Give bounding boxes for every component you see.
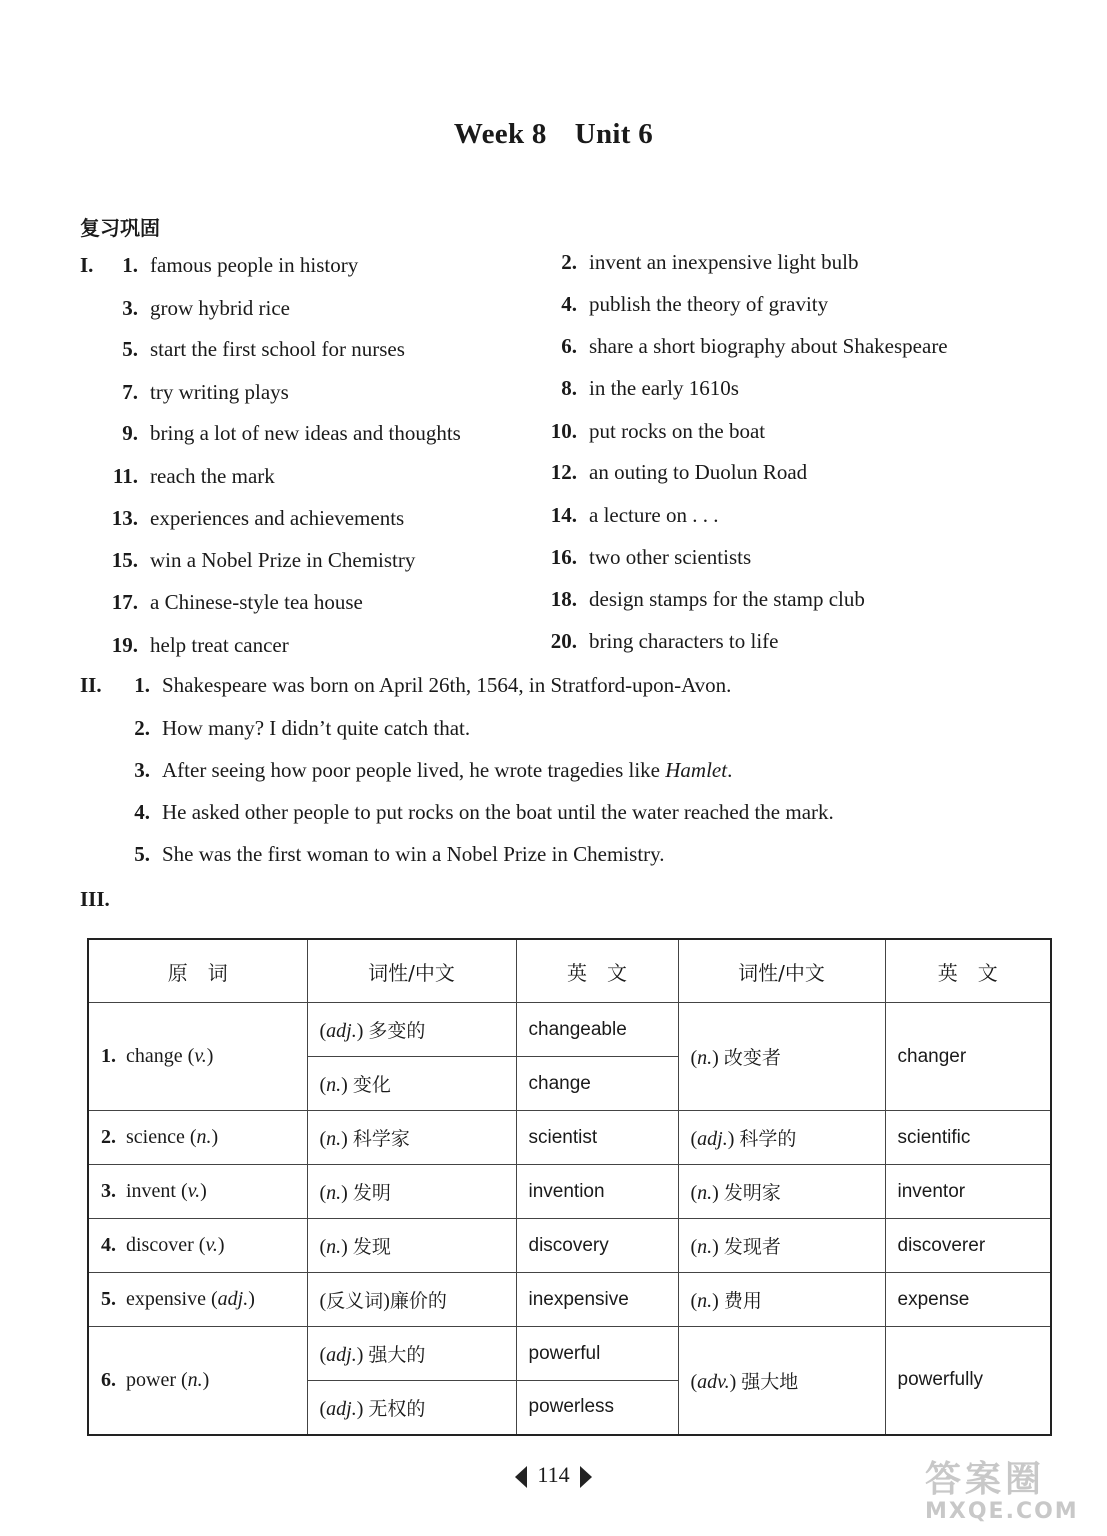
english-cell: invention: [516, 1165, 678, 1219]
pos-cn-cell: (n.) 费用: [678, 1273, 885, 1327]
english-cell: discoverer: [885, 1219, 1051, 1273]
list-item: 20. bring characters to life: [550, 629, 779, 653]
english-cell: powerful: [516, 1327, 678, 1381]
table-row: [88, 1003, 1051, 1057]
sentence-item: 5. She was the first woman to win a Nobel Prize in Chemistry.: [134, 842, 665, 866]
english-cell: expense: [885, 1273, 1051, 1327]
watermark-en: MXQE.COM: [925, 1499, 1079, 1524]
header-english-2: 英 文: [885, 939, 1051, 1003]
sentence-item: 4. He asked other people to put rocks on the boat until the water reached the mark.: [134, 800, 834, 824]
original-word-cell: 4. discover (v.): [88, 1219, 307, 1273]
english-cell: changer: [885, 1003, 1051, 1111]
pos-cn-cell: (adj.) 无权的: [307, 1381, 516, 1435]
pos-cn-cell: (n.) 发明: [307, 1165, 516, 1219]
pos-cn-cell: (n.) 变化: [307, 1057, 516, 1111]
page-number-text: 114: [537, 1462, 570, 1487]
pos-cn-cell: (n.) 发现: [307, 1219, 516, 1273]
pos-cn-cell: (adv.) 强大地: [678, 1327, 885, 1435]
original-word-cell: 3. invent (v.): [88, 1165, 307, 1219]
list-item: 15. win a Nobel Prize in Chemistry: [111, 548, 416, 572]
pos-cn-cell: (n.) 发现者: [678, 1219, 885, 1273]
sentence-item: 2. How many? I didn’t quite catch that.: [134, 716, 471, 740]
unit-label: Unit 6: [574, 118, 654, 150]
list-item: 17. a Chinese-style tea house: [111, 590, 363, 614]
english-cell: scientific: [885, 1111, 1051, 1165]
original-word-cell: 5. expensive (adj.): [88, 1273, 307, 1327]
list-item: 10. put rocks on the boat: [550, 419, 766, 443]
table-row: [88, 1219, 1051, 1273]
english-cell: powerfully: [885, 1327, 1051, 1435]
header-english: 英 文: [516, 939, 678, 1003]
list-item: 3. grow hybrid rice: [122, 296, 290, 320]
sentence-item: 1. Shakespeare was born on April 26th, 1564, in Stratford-upon-Avon.: [134, 673, 732, 697]
table-row: [88, 1273, 1051, 1327]
english-cell: inventor: [885, 1165, 1051, 1219]
part3-label: III.: [80, 887, 110, 911]
triangle-right-icon: [580, 1466, 592, 1488]
pos-cn-cell: (adj.) 多变的: [307, 1003, 516, 1057]
original-word-cell: 6. power (n.): [88, 1327, 307, 1435]
header-pos-cn-2: 词性/中文: [678, 939, 885, 1003]
list-item: 5. start the first school for nurses: [122, 337, 405, 361]
list-item: 2. invent an inexpensive light bulb: [561, 250, 859, 274]
english-cell: change: [516, 1057, 678, 1111]
list-item: 6. share a short biography about Shakespeare: [561, 334, 948, 358]
english-cell: changeable: [516, 1003, 678, 1057]
list-item: 19. help treat cancer: [111, 633, 289, 657]
triangle-left-icon: [515, 1466, 527, 1488]
pos-cn-cell: (n.) 改变者: [678, 1003, 885, 1111]
table-row: [88, 1111, 1051, 1165]
table-header-row: [88, 939, 1051, 1003]
table-row: [88, 1327, 1051, 1381]
list-item: 16. two other scientists: [550, 545, 752, 569]
word-forms-table: [87, 938, 1052, 1436]
pos-cn-cell: (n.) 发明家: [678, 1165, 885, 1219]
watermark-cn: 答案圈: [925, 1459, 1046, 1500]
english-cell: powerless: [516, 1381, 678, 1435]
list-item: 14. a lecture on . . .: [550, 503, 719, 527]
page-title: [0, 118, 1107, 151]
english-cell: inexpensive: [516, 1273, 678, 1327]
part2-label: II.: [80, 673, 102, 697]
pos-cn-cell: (反义词)廉价的: [307, 1273, 516, 1327]
week-label: Week 8: [453, 118, 547, 150]
list-item: 18. design stamps for the stamp club: [550, 587, 865, 611]
pos-cn-cell: (adj.) 强大的: [307, 1327, 516, 1381]
list-item: 9. bring a lot of new ideas and thoughts: [122, 421, 461, 445]
list-item: 12. an outing to Duolun Road: [550, 460, 808, 484]
watermark-logo: [925, 1460, 1095, 1530]
table-row: [88, 1165, 1051, 1219]
section-heading: 复习巩固: [80, 216, 160, 240]
english-cell: discovery: [516, 1219, 678, 1273]
list-item: 1. famous people in history: [122, 253, 359, 277]
original-word-cell: 1. change (v.): [88, 1003, 307, 1111]
sentence-item: 3. After seeing how poor people lived, he wrote tragedies like Hamlet.: [134, 758, 733, 782]
list-item: 8. in the early 1610s: [561, 376, 739, 400]
list-item: 13. experiences and achievements: [111, 506, 405, 530]
list-item: 7. try writing plays: [122, 380, 289, 404]
list-item: 11. reach the mark: [112, 464, 275, 488]
english-cell: scientist: [516, 1111, 678, 1165]
original-word-cell: 2. science (n.): [88, 1111, 307, 1165]
header-pos-cn: 词性/中文: [307, 939, 516, 1003]
header-original-word: 原 词: [88, 939, 307, 1003]
pos-cn-cell: (adj.) 科学的: [678, 1111, 885, 1165]
part1-label: I.: [80, 253, 94, 277]
list-item: 4. publish the theory of gravity: [561, 292, 829, 316]
pos-cn-cell: (n.) 科学家: [307, 1111, 516, 1165]
